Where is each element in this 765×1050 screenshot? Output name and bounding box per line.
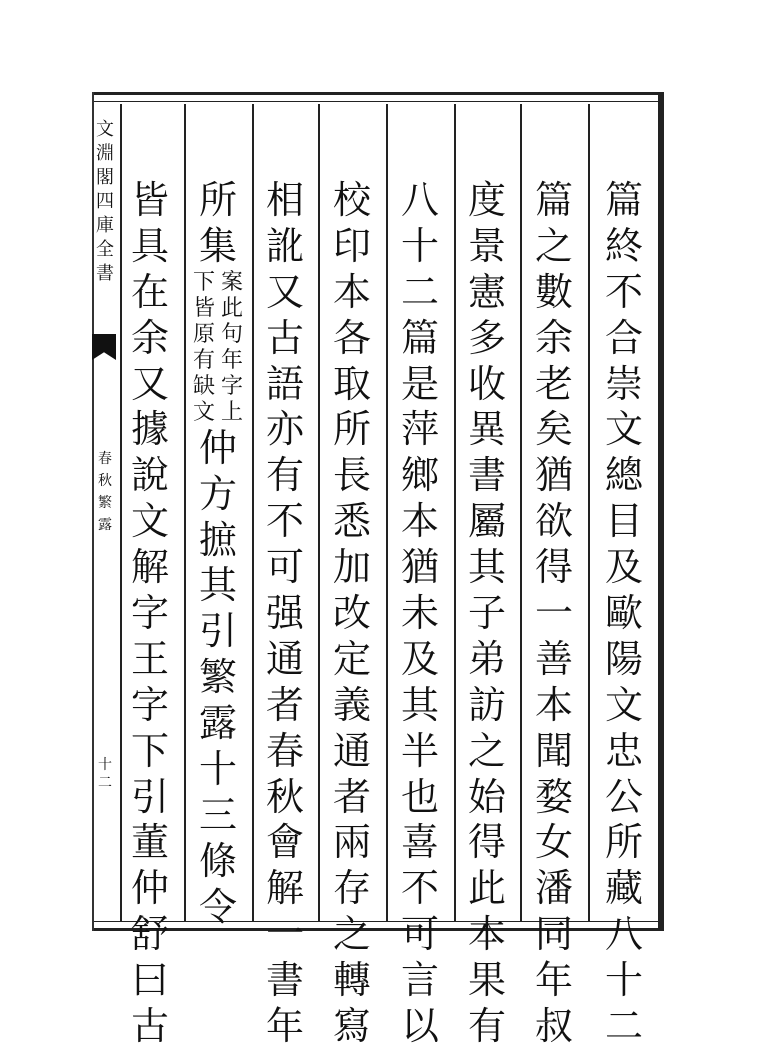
column-rule — [454, 104, 456, 921]
column-char: 矣 — [534, 407, 573, 452]
column-char: 改 — [332, 591, 371, 636]
gutter-title — [96, 448, 114, 536]
column-char: 本 — [534, 682, 573, 727]
column-char: 目 — [604, 499, 643, 544]
column-rule — [520, 104, 522, 921]
column-char: 相 — [265, 178, 304, 222]
column-char: 引 — [198, 609, 237, 654]
column-char: 忠 — [604, 728, 643, 773]
column-char: 以 — [400, 1004, 439, 1049]
note-char: 文 — [192, 399, 215, 425]
column-char: 義 — [332, 682, 371, 727]
column-char: 篇 — [400, 315, 439, 360]
column-char: 訪 — [467, 682, 506, 727]
column-char: 猶 — [534, 453, 573, 498]
column-char: 訛 — [265, 223, 304, 268]
column-char: 文 — [604, 407, 643, 452]
column-char: 數 — [534, 269, 573, 314]
column-char: 通 — [265, 636, 304, 681]
column-char: 令 — [198, 884, 237, 929]
text-column — [326, 178, 378, 1049]
column-char: 是 — [400, 361, 439, 406]
gutter-char: 文 — [96, 119, 114, 140]
column-char: 陽 — [604, 636, 643, 681]
note-char: 缺 — [192, 373, 215, 399]
column-char: 公 — [604, 774, 643, 819]
column-char: 有 — [467, 1004, 506, 1049]
gutter-char: 春 — [98, 451, 112, 467]
column-rule — [386, 104, 388, 921]
column-char: 有 — [265, 453, 304, 498]
column-char: 所 — [332, 407, 371, 452]
gutter-char: 露 — [98, 517, 112, 533]
column-char: 子 — [467, 591, 506, 636]
column-char: 合 — [604, 315, 643, 360]
column-char: 皆 — [130, 178, 169, 222]
column-char: 字 — [130, 682, 169, 727]
column-char: 也 — [400, 774, 439, 819]
column-char: 一 — [534, 591, 573, 636]
column-char: 十 — [198, 747, 237, 792]
column-char: 仲 — [130, 866, 169, 911]
column-char: 集 — [198, 223, 237, 268]
column-char: 王 — [130, 636, 169, 681]
column-char: 篇 — [534, 178, 573, 222]
column-char: 加 — [332, 545, 371, 590]
column-char: 通 — [332, 728, 371, 773]
column-char: 文 — [130, 499, 169, 544]
note-char: 皆 — [192, 295, 215, 321]
column-char: 曰 — [130, 958, 169, 1003]
column-char: 可 — [400, 912, 439, 957]
text-column — [124, 178, 176, 1049]
column-char: 收 — [467, 361, 506, 406]
column-rule — [184, 104, 186, 921]
column-char: 憲 — [467, 269, 506, 314]
column-char: 總 — [604, 453, 643, 498]
column-char: 所 — [198, 178, 237, 222]
column-char: 古 — [265, 315, 304, 360]
column-char: 其 — [198, 563, 237, 608]
column-char: 年 — [534, 958, 573, 1003]
column-char: 言 — [400, 958, 439, 1003]
column-char: 者 — [265, 682, 304, 727]
column-char: 又 — [130, 361, 169, 406]
column-char: 校 — [332, 178, 371, 222]
column-char: 在 — [130, 269, 169, 314]
column-char: 其 — [400, 682, 439, 727]
column-char: 得 — [467, 820, 506, 865]
column-char: 仲 — [198, 425, 237, 470]
column-char: 春 — [265, 728, 304, 773]
column-char: 董 — [130, 820, 169, 865]
column-rule — [588, 104, 590, 921]
column-char: 不 — [265, 499, 304, 544]
column-char: 解 — [265, 866, 304, 911]
column-char: 方 — [198, 471, 237, 516]
note-char: 有 — [192, 347, 215, 373]
column-char: 所 — [604, 820, 643, 865]
text-column — [528, 178, 580, 1049]
gutter-char: 繁 — [98, 495, 112, 511]
column-char: 露 — [198, 701, 237, 746]
column-char: 八 — [604, 912, 643, 957]
column-char: 崇 — [604, 361, 643, 406]
column-char: 藏 — [604, 866, 643, 911]
column-char: 者 — [332, 774, 371, 819]
note-char: 句 — [221, 321, 244, 347]
column-char: 亦 — [265, 407, 304, 452]
column-char: 二 — [400, 269, 439, 314]
note-char: 此 — [221, 295, 244, 321]
column-char: 二 — [604, 1004, 643, 1049]
column-char: 弟 — [467, 636, 506, 681]
gutter-char: 秋 — [98, 473, 112, 489]
column-char: 寫 — [332, 1004, 371, 1049]
column-char: 其 — [467, 545, 506, 590]
column-char: 說 — [130, 453, 169, 498]
column-char: 度 — [467, 178, 506, 222]
column-char: 悉 — [332, 499, 371, 544]
column-rule — [252, 104, 254, 921]
column-char: 之 — [534, 223, 573, 268]
column-char: 長 — [332, 453, 371, 498]
note-char: 上 — [221, 399, 244, 425]
column-char: 存 — [332, 866, 371, 911]
column-char: 之 — [332, 912, 371, 957]
column-char: 及 — [400, 636, 439, 681]
column-rule — [318, 104, 320, 921]
column-char: 半 — [400, 728, 439, 773]
column-char: 書 — [265, 958, 304, 1003]
column-char: 據 — [130, 407, 169, 452]
column-char: 兩 — [332, 820, 371, 865]
column-char: 婺 — [534, 774, 573, 819]
frame-top-border — [92, 92, 664, 102]
column-char: 此 — [467, 866, 506, 911]
column-char: 舒 — [130, 912, 169, 957]
text-column — [259, 178, 311, 1049]
text-column — [598, 178, 650, 1049]
column-char: 年 — [265, 1004, 304, 1049]
column-char: 景 — [467, 223, 506, 268]
column-char: 轉 — [332, 958, 371, 1003]
column-char: 定 — [332, 636, 371, 681]
note-char: 原 — [192, 321, 215, 347]
column-char: 十 — [604, 958, 643, 1003]
column-char: 又 — [265, 269, 304, 314]
gutter-char: 四 — [96, 191, 114, 212]
column-char: 秋 — [265, 774, 304, 819]
gutter-char: 庫 — [96, 215, 114, 236]
column-char: 始 — [467, 774, 506, 819]
column-char: 下 — [130, 728, 169, 773]
annotation-note-left — [193, 270, 215, 426]
text-column — [192, 178, 244, 929]
note-char: 案 — [221, 269, 244, 295]
column-char: 文 — [604, 682, 643, 727]
column-char: 十 — [400, 223, 439, 268]
note-char: 下 — [192, 269, 215, 295]
column-char: 多 — [467, 315, 506, 360]
gutter-header — [96, 118, 114, 286]
frame-right-border — [658, 92, 664, 931]
column-char: 欲 — [534, 499, 573, 544]
column-char: 喜 — [400, 820, 439, 865]
frame-bottom-border — [92, 921, 664, 931]
column-char: 終 — [604, 223, 643, 268]
gutter-char: 全 — [96, 239, 114, 260]
column-char: 字 — [130, 591, 169, 636]
column-char: 屬 — [467, 499, 506, 544]
column-char: 古 — [130, 1004, 169, 1049]
column-char: 摭 — [198, 517, 237, 562]
column-char: 條 — [198, 838, 237, 883]
column-char: 善 — [534, 636, 573, 681]
gutter-char: 十 — [98, 757, 112, 773]
column-char: 强 — [265, 591, 304, 636]
text-column — [394, 178, 446, 1049]
column-char: 各 — [332, 315, 371, 360]
text-column — [461, 178, 513, 1049]
column-char: 老 — [534, 361, 573, 406]
column-char: 一 — [265, 912, 304, 957]
gutter-char: 二 — [98, 775, 112, 791]
column-char: 印 — [332, 223, 371, 268]
note-char: 字 — [221, 373, 244, 399]
column-char: 語 — [265, 361, 304, 406]
column-char: 三 — [198, 792, 237, 837]
column-char: 得 — [534, 545, 573, 590]
column-char: 本 — [400, 499, 439, 544]
column-char: 萍 — [400, 407, 439, 452]
column-char: 異 — [467, 407, 506, 452]
gutter-page-number — [96, 756, 114, 792]
column-char: 不 — [604, 269, 643, 314]
note-char: 年 — [221, 347, 244, 373]
column-char: 引 — [130, 774, 169, 819]
column-char: 同 — [534, 912, 573, 957]
column-char: 解 — [130, 545, 169, 590]
column-char: 聞 — [534, 728, 573, 773]
column-char: 本 — [332, 269, 371, 314]
column-char: 篇 — [604, 178, 643, 222]
column-char: 八 — [400, 178, 439, 222]
column-char: 取 — [332, 361, 371, 406]
column-char: 具 — [130, 223, 169, 268]
column-rule — [120, 104, 122, 921]
column-char: 及 — [604, 545, 643, 590]
gutter-char: 淵 — [96, 143, 114, 164]
column-char: 會 — [265, 820, 304, 865]
column-char: 之 — [467, 728, 506, 773]
column-char: 本 — [467, 912, 506, 957]
column-char: 可 — [265, 545, 304, 590]
column-char: 潘 — [534, 866, 573, 911]
column-char: 書 — [467, 453, 506, 498]
column-char: 繁 — [198, 655, 237, 700]
column-char: 猶 — [400, 545, 439, 590]
column-char: 未 — [400, 591, 439, 636]
column-char: 女 — [534, 820, 573, 865]
column-char: 果 — [467, 958, 506, 1003]
annotation-note — [193, 270, 243, 426]
column-char: 歐 — [604, 591, 643, 636]
column-char: 叔 — [534, 1004, 573, 1049]
column-char: 余 — [130, 315, 169, 360]
annotation-note-right — [221, 270, 243, 426]
gutter-char: 閣 — [96, 167, 114, 188]
column-char: 鄉 — [400, 453, 439, 498]
gutter-char: 書 — [96, 263, 114, 284]
column-char: 余 — [534, 315, 573, 360]
column-char: 不 — [400, 866, 439, 911]
